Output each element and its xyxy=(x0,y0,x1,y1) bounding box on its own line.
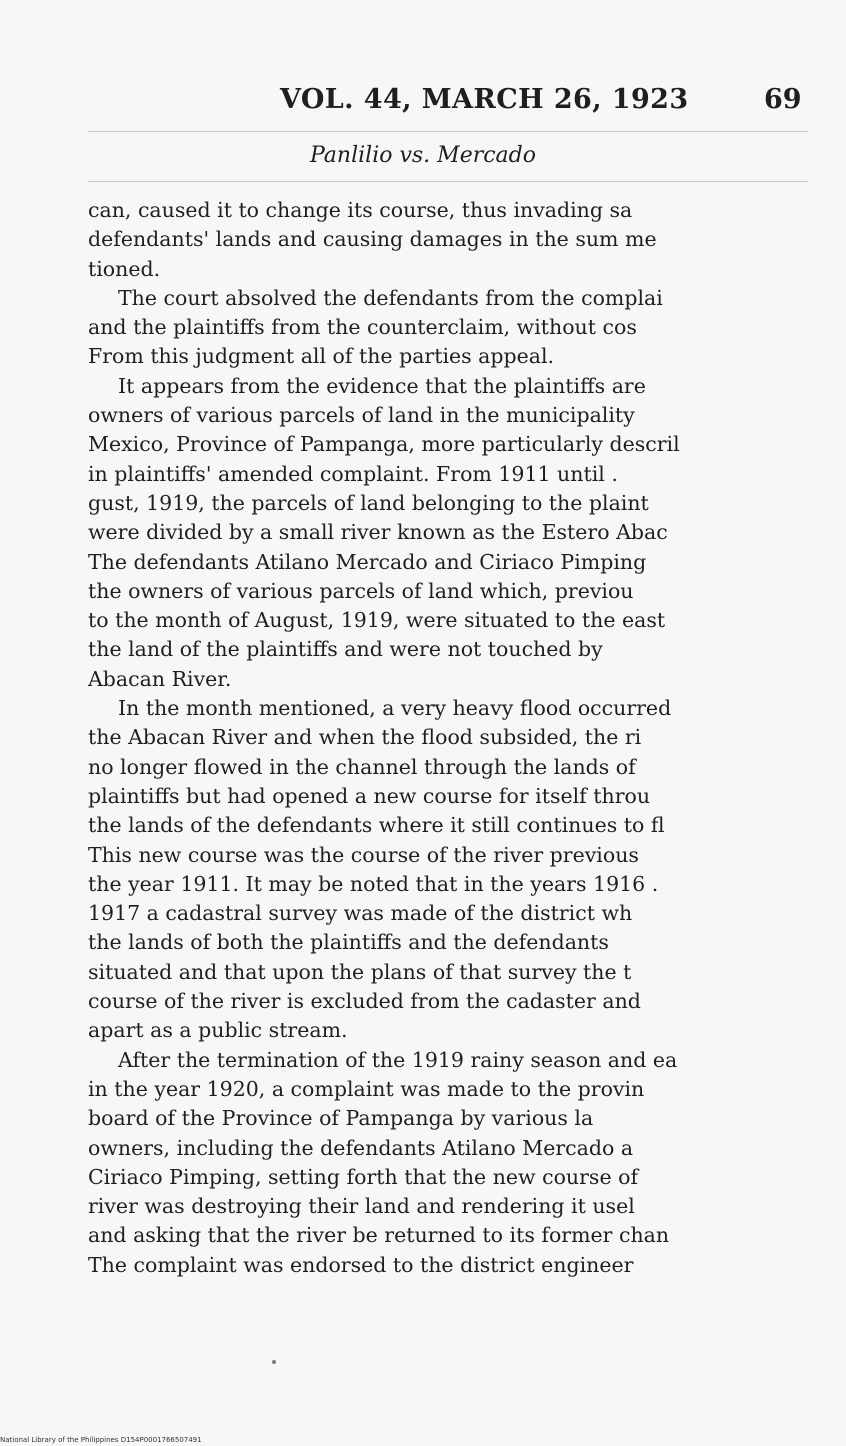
text-line: the year 1911. It may be noted that in the years 1916 . xyxy=(88,871,659,896)
text-line: After the termination of the 1919 rainy season and ea xyxy=(118,1047,678,1072)
text-line: owners of various parcels of land in the municipality xyxy=(88,403,635,428)
text-line: This new course was the course of the river previous xyxy=(88,842,639,867)
text-line: gust, 1919, the parcels of land belonging to the plaint xyxy=(88,490,649,515)
body-text xyxy=(88,196,823,1280)
text-line: situated and that upon the plans of that survey the t xyxy=(88,959,632,984)
text-line: defendants' lands and causing damages in the sum me xyxy=(88,227,657,252)
case-title: Panlilio vs. Mercado xyxy=(309,143,536,168)
text-line: From this judgment all of the parties appeal. xyxy=(88,344,555,369)
header-rule-top xyxy=(88,131,808,132)
text-line: the land of the plaintiffs and were not touched by xyxy=(88,637,603,662)
page-number: 69 xyxy=(764,84,802,115)
text-line: Mexico, Province of Pampanga, more particularly descril xyxy=(88,432,680,457)
text-line: The court absolved the defendants from the complai xyxy=(118,285,663,310)
text-line: were divided by a small river known as the Estero Abac xyxy=(88,520,668,545)
header-rule-bottom xyxy=(88,181,808,182)
text-line: the Abacan River and when the flood subsided, the ri xyxy=(88,725,642,750)
text-line: the lands of the defendants where it still continues to fl xyxy=(88,813,665,838)
text-line: Ciriaco Pimping, setting forth that the new course of xyxy=(88,1164,639,1189)
running-title: VOL. 44, MARCH 26, 1923 xyxy=(280,84,689,115)
text-line: river was destroying their land and rendering it usel xyxy=(88,1194,635,1219)
text-line: The complaint was endorsed to the district engineer xyxy=(88,1252,634,1277)
text-line: can, caused it to change its course, thus invading sa xyxy=(88,198,633,222)
text-line: course of the river is excluded from the cadaster and xyxy=(88,989,641,1014)
text-line: The defendants Atilano Mercado and Ciriaco Pimping xyxy=(88,549,647,574)
text-line: It appears from the evidence that the plaintiffs are xyxy=(118,373,646,398)
text-line: In the month mentioned, a very heavy flood occurred xyxy=(118,696,672,721)
text-line: no longer flowed in the channel through the lands of xyxy=(88,754,636,779)
text-line: the lands of both the plaintiffs and the defendants xyxy=(88,930,609,955)
text-line: Abacan River. xyxy=(88,666,232,691)
footer-note: National Library of the Philippines D154P0001766507491 xyxy=(0,1436,202,1444)
text-line: the owners of various parcels of land which, previou xyxy=(88,578,634,603)
text-line: in the year 1920, a complaint was made to the provin xyxy=(88,1076,645,1101)
text-line: board of the Province of Pampanga by various la xyxy=(88,1106,594,1131)
text-line: to the month of August, 1919, were situated to the east xyxy=(88,608,666,633)
scan-speck xyxy=(272,1360,276,1364)
running-head xyxy=(0,84,846,124)
text-line: in plaintiffs' amended complaint. From 1911 until . xyxy=(88,461,618,486)
text-line: and asking that the river be returned to its former chan xyxy=(88,1223,670,1248)
text-line: owners, including the defendants Atilano Mercado a xyxy=(88,1135,634,1160)
text-line: plaintiffs but had opened a new course for itself throu xyxy=(88,783,651,808)
text-line: 1917 a cadastral survey was made of the district wh xyxy=(88,901,633,926)
text-line: tioned. xyxy=(88,256,161,281)
text-line: apart as a public stream. xyxy=(88,1018,348,1043)
text-line: and the plaintiffs from the counterclaim, without cos xyxy=(88,315,637,340)
